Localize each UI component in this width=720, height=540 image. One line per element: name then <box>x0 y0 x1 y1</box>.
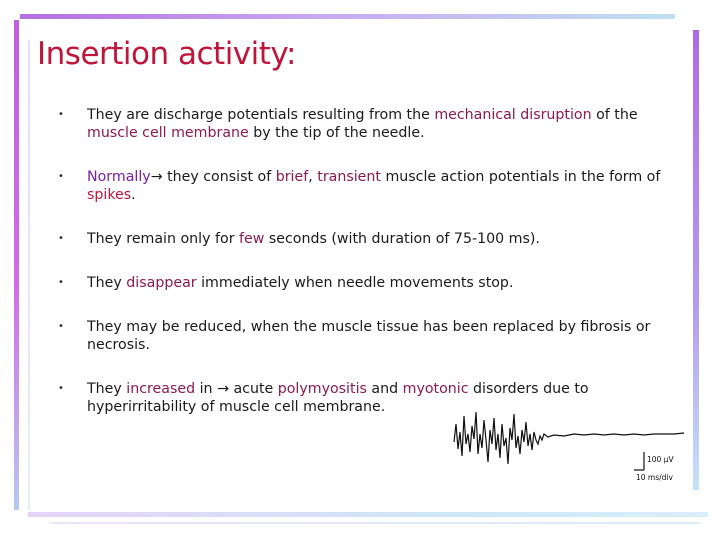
bullet-text: by the tip of the needle. <box>248 125 425 141</box>
bullet-keyword: polymyositis <box>277 381 367 397</box>
frame-bottom-bar <box>28 512 708 517</box>
frame-top-bar <box>20 14 675 19</box>
frame-left-inner-bar <box>28 40 30 510</box>
bullet-marker: • <box>58 321 64 332</box>
bullet-text: , <box>308 169 318 185</box>
bullet-keyword: brief <box>275 169 309 185</box>
bullet-keyword: myotonic <box>402 381 469 397</box>
bullet-keyword: muscle cell membrane <box>87 125 249 141</box>
emg-time-scale-label: 10 ms/div <box>636 473 673 482</box>
bullet-marker: • <box>58 171 64 182</box>
bullet-keyword: transient <box>317 169 381 185</box>
bullet-text: They <box>87 381 127 397</box>
bullet-text: and <box>366 381 403 397</box>
frame-bottom-inner-bar <box>50 522 700 524</box>
bullet-text: They may be reduced, when the muscle tissue has been replaced by fibrosis or necrosis. <box>87 319 651 353</box>
bullet-item <box>58 318 678 354</box>
bullet-text: muscle action potentials in the form of <box>380 169 661 185</box>
bullet-text: seconds (with duration of 75-100 ms). <box>264 231 540 247</box>
bullet-text: They are discharge potentials resulting from the <box>87 107 435 123</box>
bullet-item <box>58 106 678 142</box>
bullet-text: immediately when needle movements stop. <box>196 275 514 291</box>
bullet-text: in → acute <box>195 381 278 397</box>
slide-title: Insertion activity: <box>37 36 296 72</box>
bullet-item <box>58 274 678 292</box>
bullet-marker: • <box>58 277 64 288</box>
bullet-text: disorders due to hyperirritability of muscle cell membrane. <box>87 381 589 415</box>
emg-amplitude-scale-label: 100 µV <box>647 455 674 464</box>
bullet-list <box>58 106 678 442</box>
bullet-item <box>58 230 678 248</box>
bullet-text: of the <box>591 107 638 123</box>
bullet-text: They <box>87 275 127 291</box>
bullet-keyword: spikes <box>87 187 132 203</box>
bullet-keyword: disappear <box>126 275 197 291</box>
emg-insertion-activity-trace <box>444 404 694 494</box>
bullet-text: They remain only for <box>87 231 240 247</box>
bullet-keyword: few <box>239 231 265 247</box>
bullet-keyword: mechanical disruption <box>434 107 592 123</box>
bullet-marker: • <box>58 109 64 120</box>
bullet-text: → they consist of <box>150 169 276 185</box>
frame-left-bar <box>14 20 19 510</box>
bullet-keyword: Normally <box>87 169 151 185</box>
bullet-text: . <box>131 187 136 203</box>
bullet-marker: • <box>58 383 64 394</box>
bullet-marker: • <box>58 233 64 244</box>
bullet-item <box>58 168 678 204</box>
bullet-keyword: increased <box>126 381 196 397</box>
